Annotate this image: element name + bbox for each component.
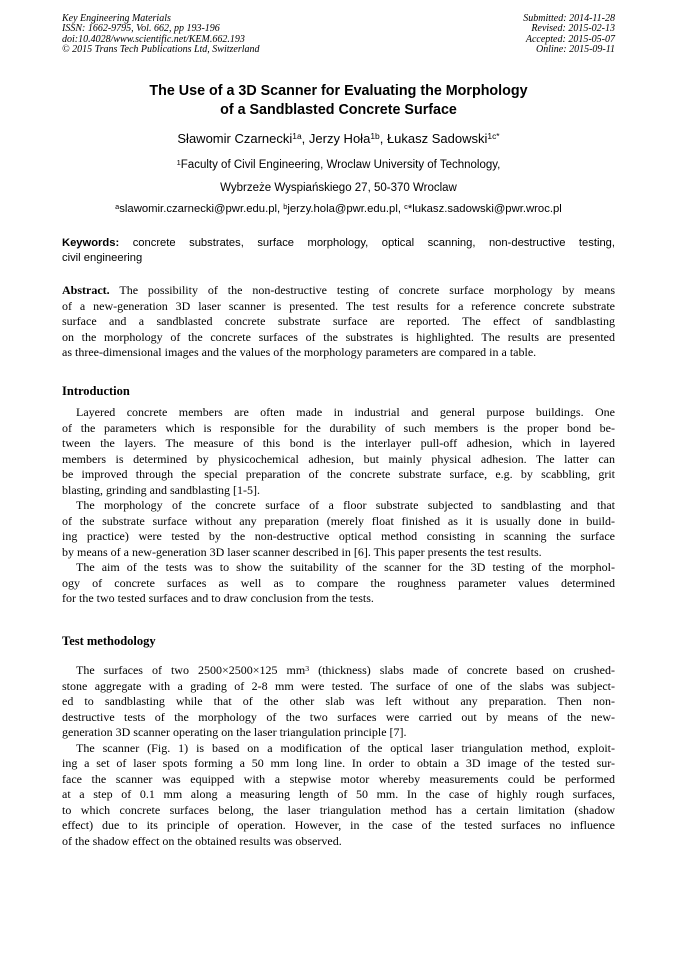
section-heading-test-methodology: Test methodology [62, 634, 156, 648]
copyright-line: © 2015 Trans Tech Publications Ltd, Switzerland [62, 44, 260, 56]
paragraph-line: The scanner (Fig. 1) is based on a modification of the optical laser triangulation method, exploit- [76, 740, 615, 755]
paragraph-line: at a step of 0.1 mm along a measuring length of 50 mm. In the case of highly rough surfaces, [62, 787, 615, 801]
affiliation-line-1 [62, 158, 615, 172]
email-list [62, 202, 615, 216]
abstract-line: of a new-generation 3D laser scanner is presented. The test results for a reference concrete substrate [62, 298, 615, 313]
keywords-label: Keywords: [62, 237, 120, 249]
email-sup: c [404, 201, 408, 211]
paragraph-line: destructive tests of the morphology of the two surfaces were carried out by means of the new- [62, 709, 615, 724]
abstract-label: Abstract. [62, 283, 110, 297]
email-sup: a [115, 201, 120, 211]
paragraph-line: by means of a new-generation 3D laser scanner described in [6]. This paper presents the test results. [62, 544, 542, 559]
methodology-text [62, 663, 615, 849]
paragraph-line: for the two tested surfaces and to draw conclusion from the tests. [62, 591, 374, 605]
paragraph-line [62, 663, 615, 679]
paragraph-line: tween the layers. The measure of this bond is the interlayer pull-off adhesion, which in layered [62, 436, 615, 450]
email-link[interactable]: slawomir.czarnecki@pwr.edu.pl, [119, 203, 281, 215]
paragraph-line: be improved through the special preparation of the concrete substrate surface, e.g. by scabbling, grit [62, 467, 615, 481]
text-run: (thickness) slabs made of concrete based on crushed- [309, 663, 616, 677]
title-line-1: The Use of a 3D Scanner for Evaluating the Morphology [149, 83, 528, 99]
title-line-2: of a Sandblasted Concrete Surface [220, 102, 457, 118]
revised-date: Revised: 2015-02-13 [531, 23, 615, 35]
online-date: Online: 2015-09-11 [536, 44, 615, 56]
author-name: Jerzy Hoła [308, 131, 371, 146]
paragraph-line: effect) due to its principle of operation. However, in the case of the tested surfaces no influence [62, 818, 615, 832]
author-sup: 1c* [487, 131, 500, 142]
affiliation-sup: 1 [176, 157, 181, 167]
paper-title [62, 82, 615, 120]
paragraph-line: Layered concrete members are often made in industrial and general purpose buildings. One [76, 405, 615, 419]
abstract-line: surface and a sandblasted concrete substrate surface are reported. The effect of sandblasting [62, 314, 615, 328]
keywords-line: civil engineering [62, 252, 143, 264]
paragraph-line: ogy of concrete surfaces as well as to compare the roughness parameter values determined [62, 575, 615, 590]
text-run: The surfaces of two 2500×2500×125 mm [76, 663, 306, 677]
abstract-line [62, 283, 615, 299]
journal-info [62, 14, 260, 56]
email-link[interactable]: jerzy.hola@pwr.edu.pl, [287, 203, 401, 215]
email-link[interactable]: *lukasz.sadowski@pwr.wroc.pl [407, 203, 562, 215]
superscript: 3 [305, 663, 310, 673]
issn-line: ISSN: 1662-9795, Vol. 662, pp 193-196 [62, 23, 220, 35]
doi-line: doi:10.4028/www.scientific.net/KEM.662.193 [62, 33, 245, 45]
paragraph-line: of the shadow effect on the obtained results was observed. [62, 833, 342, 848]
keywords-block [62, 236, 615, 266]
author-name: Sławomir Czarnecki [177, 131, 293, 146]
keywords-text: concrete substrates, surface morphology, optical scanning, non-destructive testing, [132, 237, 616, 249]
paragraph-line: ing a set of laser spots forming a 50 mm long line. In order to obtain a 3D image of the tested sur- [62, 756, 615, 770]
publication-dates [523, 14, 615, 56]
author-sup: 1a [292, 131, 302, 142]
paragraph-line: of the substrate surface without any preparation (merely float finished as it is usually done in build- [62, 513, 615, 528]
abstract-text: The possibility of the non-destructive testing of concrete surface morphology by means [119, 283, 615, 297]
paragraph-line: members is determined by physicochemical adhesion, but mainly physical adhesion. The latter can [62, 451, 615, 466]
paragraph-line: ing practice) were tested by the non-destructive optical method consisting in scanning the surface [62, 529, 615, 543]
paragraph-line: to which concrete surfaces belong, the laser triangulation method has a certain limitation (shadow [62, 802, 615, 817]
paragraph-line: generation 3D scanner operating on the laser triangulation principle [7]. [62, 725, 407, 739]
paragraph-line: The morphology of the concrete surface of a floor substrate subjected to sandblasting and that [76, 498, 615, 512]
author-list: Sławomir Czarnecki$^{1a}$, Jerzy Hoła$^{1b}$, Łukasz Sadowski$^{1c*}$ [177, 131, 500, 146]
accepted-date: Accepted: 2015-05-07 [525, 33, 615, 45]
affiliation-text: Faculty of Civil Engineering, Wroclaw University of Technology, [180, 159, 501, 171]
submitted-date: Submitted: 2014-11-28 [523, 13, 615, 24]
author-sup: 1b [370, 131, 380, 142]
paragraph-line: ed to sandblasting while that of the other slab was left without any preparation. Then non- [62, 694, 615, 708]
section-heading-introduction: Introduction [62, 384, 130, 398]
abstract-line: as three-dimensional images and the values of the morphology parameters are compared in a table. [62, 345, 537, 359]
abstract-block [62, 283, 615, 361]
paragraph-line: blasting, grinding and sandblasting [1-5]. [62, 482, 260, 497]
paragraph-line: face the scanner was equipped with a stepwise motor whereby measurements could be performed [62, 771, 615, 786]
paragraph-line: The aim of the tests was to show the suitability of the scanner for the 3D testing of the morphol- [76, 560, 615, 574]
journal-name: Key Engineering Materials [62, 13, 171, 24]
abstract-line: on the morphology of the concrete surfaces of the substrates is highlighted. The results are presented [62, 329, 615, 344]
introduction-text [62, 405, 615, 607]
affiliation-line-2: Wybrzeże Wyspiańskiego 27, 50-370 Wroclaw [220, 182, 457, 194]
paragraph-line: of the parameters which is responsible for the durability of such members is the proper bond be- [62, 420, 615, 435]
author-name: Łukasz Sadowski [386, 131, 488, 146]
paragraph-line: stone aggregate with a grading of 2-8 mm were tested. The surface of one of the slabs was subject- [62, 678, 615, 693]
keywords-line [62, 236, 615, 251]
email-sup: b [283, 201, 288, 211]
